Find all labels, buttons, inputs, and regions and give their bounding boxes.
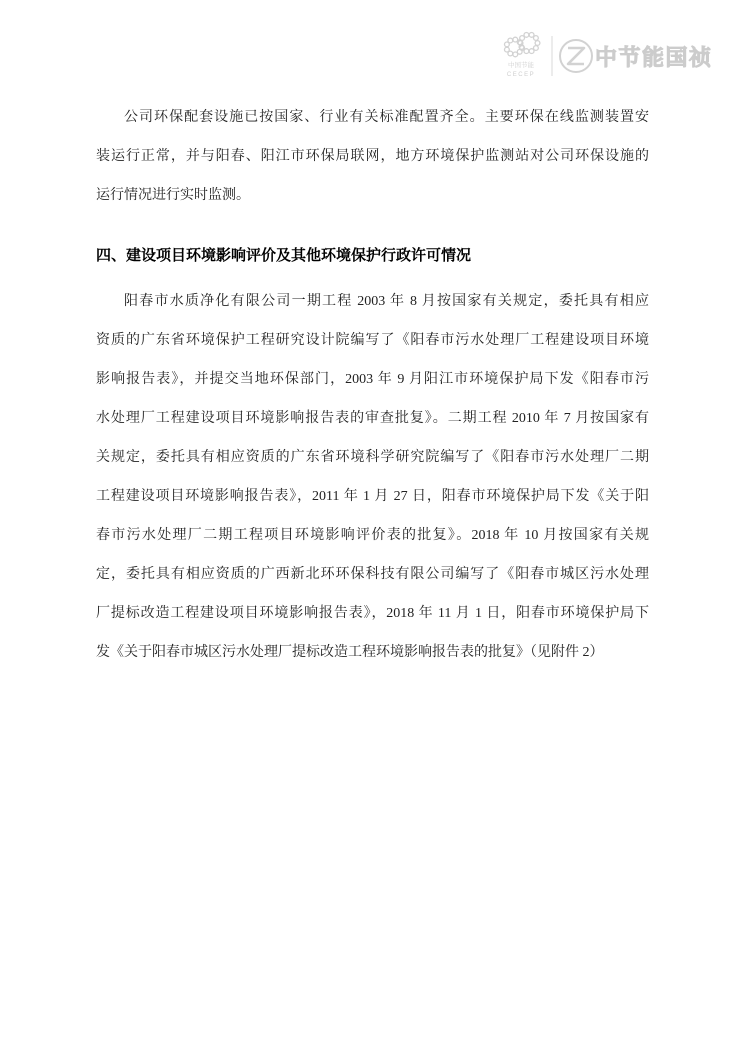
paragraph-line: 水处理厂工程建设项目环境影响报告表的审查批复》。二期工程 2010 年 7 月按国家有 [96, 411, 649, 426]
paragraph-eia-approvals [96, 282, 649, 672]
paragraph-line: 厂提标改造工程建设项目环境影响报告表》，2018 年 11 月 1 日，阳春市环境保护局下 [96, 606, 649, 621]
guozhen-z-emblem-icon [560, 40, 592, 72]
paragraph-line: 运行情况进行实时监测。 [96, 188, 250, 203]
paragraph-line: 影响报告表》，并提交当地环保部门，2003 年 9 月阳江市环境保护局下发《阳春市污 [96, 372, 649, 387]
logo-group-name-cn: 中国节能 [508, 62, 534, 69]
paragraph-line: 工程建设项目环境影响报告表》，2011 年 1 月 27 日，阳春市环境保护局下发《关于阳 [96, 489, 649, 504]
paragraph-line: 阳春市水质净化有限公司一期工程 2003 年 8 月按国家有关规定，委托具有相应 [124, 294, 649, 309]
logo-brand-name: 中节能国祯 [595, 45, 713, 70]
cecep-rings-icon [505, 33, 540, 57]
paragraph-env-facilities [96, 98, 649, 215]
paragraph-line: 资质的广东省环境保护工程研究设计院编写了《阳春市污水处理厂工程建设项目环境 [96, 333, 649, 348]
company-logo [500, 30, 715, 82]
paragraph-line: 公司环保配套设施已按国家、行业有关标准配置齐全。主要环保在线监测装置安 [124, 110, 649, 125]
logo-group-name-en: CECEP [506, 72, 536, 78]
section-heading: 四、建设项目环境影响评价及其他环境保护行政许可情况 [96, 248, 472, 264]
paragraph-line: 装运行正常，并与阳春、阳江市环保局联网，地方环境保护监测站对公司环保设施的 [96, 149, 649, 164]
document-content [96, 98, 649, 672]
paragraph-line: 春市污水处理厂二期工程项目环境影响评价表的批复》。2018 年 10 月按国家有关规 [96, 528, 649, 543]
paragraph-line: 发《关于阳春市城区污水处理厂提标改造工程环境影响报告表的批复》（见附件 2） [96, 645, 604, 660]
paragraph-line: 定，委托具有相应资质的广西新北环环保科技有限公司编写了《阳春市城区污水处理 [96, 567, 649, 582]
paragraph-line: 关规定，委托具有相应资质的广东省环境科学研究院编写了《阳春市污水处理厂二期 [96, 450, 649, 465]
